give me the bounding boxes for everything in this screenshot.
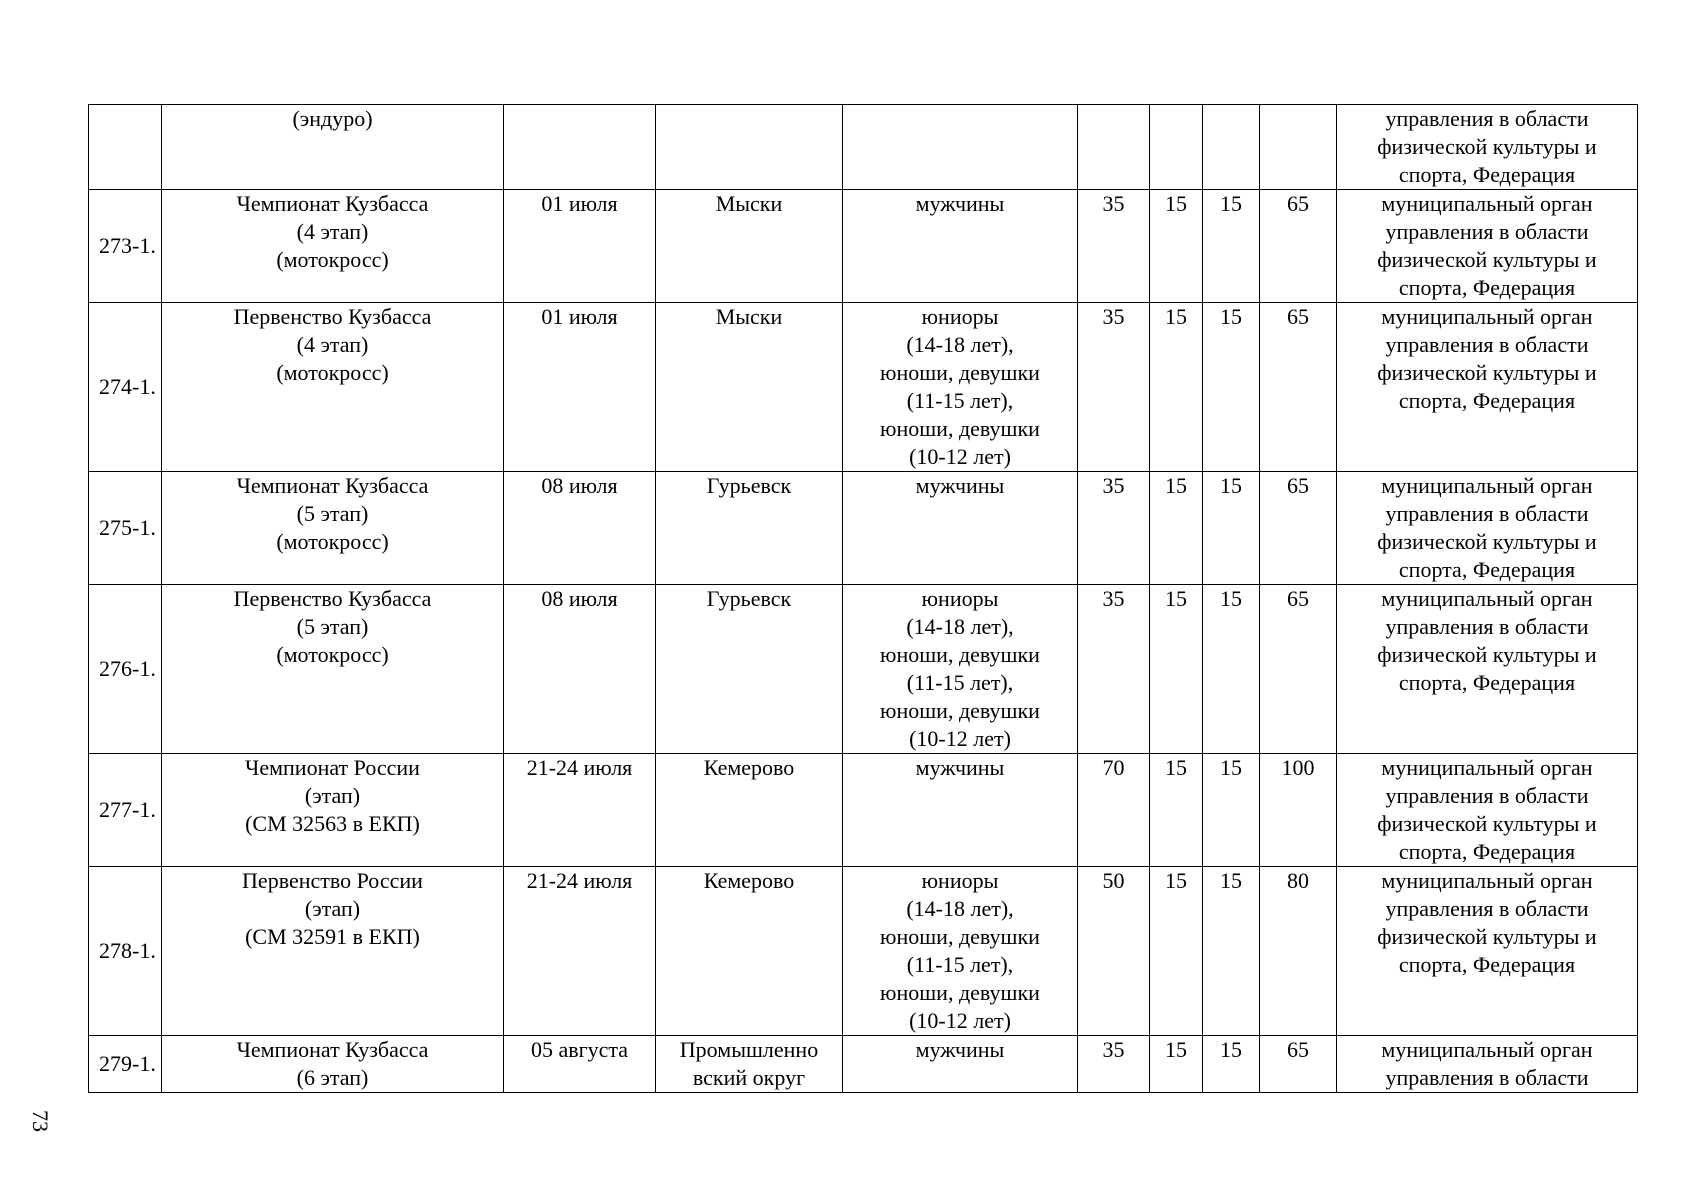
event-name-cell (162, 190, 504, 303)
organizer-line: физической культуры и (1377, 247, 1597, 272)
event-date-line: 01 июля (541, 304, 618, 329)
event-name-line: Чемпионат Кузбасса (236, 473, 429, 498)
organizer-line: муниципальный орган (1381, 868, 1593, 893)
row-number: 273-1. (99, 233, 156, 258)
organizer-line: физической культуры и (1377, 529, 1597, 554)
event-date-line: 01 июля (541, 191, 618, 216)
organizer-line: управления в области (1385, 896, 1589, 921)
participant-group-line: мужчины (915, 1037, 1005, 1062)
count-total-cell (1260, 867, 1337, 1036)
event-place-cell (656, 867, 843, 1036)
row-number-cell (89, 190, 162, 303)
participant-group-line: (10-12 лет) (909, 726, 1011, 751)
event-place-cell (656, 303, 843, 472)
event-name-line: Чемпионат России (245, 755, 420, 780)
count-col-3-cell (1203, 1036, 1260, 1093)
event-date-cell (504, 754, 656, 867)
event-date-line: 08 июля (541, 473, 618, 498)
row-number-cell (89, 105, 162, 190)
event-name-cell (162, 472, 504, 585)
event-place-cell (656, 190, 843, 303)
count-col-1: 70 (1102, 755, 1125, 780)
organizer-cell (1337, 754, 1638, 867)
event-place-cell (656, 472, 843, 585)
event-date-cell (504, 190, 656, 303)
count-col-1-cell (1078, 190, 1150, 303)
participant-group-cell (843, 867, 1078, 1036)
participant-group-line: юноши, девушки (880, 924, 1040, 949)
count-total: 65 (1287, 191, 1309, 216)
organizer-line: муниципальный орган (1381, 586, 1593, 611)
count-col-1-cell (1078, 472, 1150, 585)
organizer-line: управления в области (1385, 614, 1589, 639)
count-col-3: 15 (1220, 586, 1242, 611)
count-col-2-cell (1150, 754, 1203, 867)
count-col-1-cell (1078, 867, 1150, 1036)
participant-group-line: мужчины (915, 191, 1005, 216)
event-place-cell (656, 585, 843, 754)
event-date-line: 05 августа (530, 1037, 629, 1062)
participant-group-line: юноши, девушки (880, 642, 1040, 667)
count-total: 65 (1287, 586, 1309, 611)
count-col-2: 15 (1165, 304, 1187, 329)
event-date-line: 08 июля (541, 586, 618, 611)
participant-group-line: юноши, девушки (880, 360, 1040, 385)
table-row (89, 303, 1638, 472)
event-place-line: Мыски (715, 191, 783, 216)
table-row (89, 472, 1638, 585)
count-total: 80 (1287, 868, 1309, 893)
organizer-line: муниципальный орган (1381, 1037, 1593, 1062)
event-name-cell (162, 105, 504, 190)
count-col-1: 50 (1102, 868, 1125, 893)
organizer-line: муниципальный орган (1381, 191, 1593, 216)
count-col-1: 35 (1102, 473, 1125, 498)
organizer-line: управления в области (1385, 106, 1589, 131)
row-number: 277-1. (99, 797, 156, 822)
count-total-cell (1260, 472, 1337, 585)
count-total: 65 (1287, 304, 1309, 329)
count-col-3: 15 (1220, 304, 1242, 329)
count-col-2: 15 (1165, 1037, 1187, 1062)
participant-group-line: (11-15 лет), (906, 670, 1014, 695)
event-place-line: Гурьевск (706, 586, 792, 611)
organizer-line: муниципальный орган (1381, 304, 1593, 329)
participant-group-line: (14-18 лет), (906, 332, 1014, 357)
organizer-cell (1337, 472, 1638, 585)
participant-group-line: (14-18 лет), (906, 614, 1014, 639)
participant-group-cell (843, 754, 1078, 867)
count-col-3-cell (1203, 303, 1260, 472)
count-col-1: 35 (1102, 586, 1125, 611)
event-name-cell (162, 754, 504, 867)
event-date-cell (504, 585, 656, 754)
table-row (89, 754, 1638, 867)
count-col-3-cell (1203, 867, 1260, 1036)
competition-schedule-table (88, 104, 1638, 1093)
event-name-line: Первенство России (242, 868, 423, 893)
count-col-3-cell (1203, 190, 1260, 303)
event-name-line: (4 этап) (296, 332, 369, 357)
count-col-3: 15 (1220, 191, 1242, 216)
organizer-line: физической культуры и (1377, 360, 1597, 385)
event-date-line: 21-24 июля (526, 755, 633, 780)
organizer-line: спорта, Федерация (1398, 839, 1576, 864)
count-col-3: 15 (1220, 1037, 1242, 1062)
participant-group-line: (10-12 лет) (909, 444, 1011, 469)
event-name-line: (этап) (304, 896, 361, 921)
organizer-line: управления в области (1385, 783, 1589, 808)
count-col-1-cell (1078, 303, 1150, 472)
participant-group-line: юниоры (921, 868, 999, 893)
participant-group-line: юноши, девушки (880, 980, 1040, 1005)
count-col-2-cell (1150, 585, 1203, 754)
count-col-2-cell (1150, 190, 1203, 303)
event-name-line: Чемпионат Кузбасса (236, 191, 429, 216)
participant-group-line: (11-15 лет), (906, 952, 1014, 977)
event-place-line: Кемерово (703, 868, 795, 893)
table-row (89, 867, 1638, 1036)
participant-group-line: юниоры (921, 304, 999, 329)
event-place-cell (656, 754, 843, 867)
participant-group-line: мужчины (915, 473, 1005, 498)
count-total-cell (1260, 754, 1337, 867)
event-name-line: (мотокросс) (276, 642, 389, 667)
count-col-3: 15 (1220, 868, 1242, 893)
count-col-2: 15 (1165, 868, 1187, 893)
event-date-cell (504, 105, 656, 190)
organizer-line: муниципальный орган (1381, 755, 1593, 780)
page-number: 73 (28, 1110, 53, 1132)
count-col-3-cell (1203, 105, 1260, 190)
event-name-cell (162, 867, 504, 1036)
organizer-line: спорта, Федерация (1398, 275, 1576, 300)
row-number: 275-1. (99, 515, 156, 540)
event-place-line: Гурьевск (706, 473, 792, 498)
event-name-line: (6 этап) (296, 1065, 369, 1090)
event-place-line: Мыски (715, 304, 783, 329)
organizer-line: спорта, Федерация (1398, 670, 1576, 695)
organizer-line: физической культуры и (1377, 924, 1597, 949)
table-row (89, 190, 1638, 303)
count-total-cell (1260, 105, 1337, 190)
organizer-line: физической культуры и (1377, 134, 1597, 159)
count-total-cell (1260, 303, 1337, 472)
participant-group-cell (843, 303, 1078, 472)
count-col-1: 35 (1102, 191, 1125, 216)
organizer-cell (1337, 1036, 1638, 1093)
event-place-line: Промышленно (679, 1037, 819, 1062)
organizer-cell (1337, 585, 1638, 754)
organizer-cell (1337, 105, 1638, 190)
participant-group-cell (843, 105, 1078, 190)
organizer-line: спорта, Федерация (1398, 162, 1576, 187)
event-place-cell (656, 1036, 843, 1093)
count-col-2-cell (1150, 303, 1203, 472)
event-date-cell (504, 303, 656, 472)
event-name-cell (162, 303, 504, 472)
organizer-line: управления в области (1385, 501, 1589, 526)
organizer-line: муниципальный орган (1381, 473, 1593, 498)
organizer-cell (1337, 190, 1638, 303)
row-number-cell (89, 1036, 162, 1093)
event-name-cell (162, 1036, 504, 1093)
row-number: 276-1. (99, 656, 156, 681)
count-col-2-cell (1150, 1036, 1203, 1093)
count-col-3-cell (1203, 754, 1260, 867)
count-total-cell (1260, 585, 1337, 754)
event-name-line: (СМ 32563 в ЕКП) (245, 811, 420, 836)
event-name-line: (этап) (304, 783, 361, 808)
count-col-1: 35 (1102, 304, 1125, 329)
participant-group-line: юноши, девушки (880, 698, 1040, 723)
event-name-line: (эндуро) (292, 106, 373, 131)
count-col-2: 15 (1165, 586, 1187, 611)
organizer-line: спорта, Федерация (1398, 557, 1576, 582)
count-col-3: 15 (1220, 755, 1242, 780)
organizer-line: управления в области (1385, 332, 1589, 357)
organizer-line: спорта, Федерация (1398, 952, 1576, 977)
count-col-1: 35 (1102, 1037, 1125, 1062)
event-place-cell (656, 105, 843, 190)
event-name-line: Чемпионат Кузбасса (236, 1037, 429, 1062)
participant-group-cell (843, 1036, 1078, 1093)
event-date-cell (504, 1036, 656, 1093)
row-number-cell (89, 585, 162, 754)
count-total-cell (1260, 1036, 1337, 1093)
participant-group-line: (10-12 лет) (909, 1008, 1011, 1033)
event-place-line: Кемерово (703, 755, 795, 780)
event-date-line: 21-24 июля (526, 868, 633, 893)
count-total: 65 (1287, 473, 1309, 498)
participant-group-cell (843, 585, 1078, 754)
participant-group-line: юноши, девушки (880, 416, 1040, 441)
event-name-line: (мотокросс) (276, 360, 389, 385)
participant-group-cell (843, 472, 1078, 585)
count-col-3-cell (1203, 472, 1260, 585)
table-body (89, 105, 1638, 1093)
organizer-line: управления в области (1385, 1065, 1589, 1090)
event-date-cell (504, 472, 656, 585)
participant-group-line: (14-18 лет), (906, 896, 1014, 921)
count-col-3-cell (1203, 585, 1260, 754)
table-row (89, 1036, 1638, 1093)
event-name-line: (СМ 32591 в ЕКП) (245, 924, 420, 949)
event-name-line: Первенство Кузбасса (233, 304, 432, 329)
count-col-1-cell (1078, 585, 1150, 754)
participant-group-line: мужчины (915, 755, 1005, 780)
count-col-2: 15 (1165, 755, 1187, 780)
row-number-cell (89, 754, 162, 867)
event-name-line: Первенство Кузбасса (233, 586, 432, 611)
count-col-2: 15 (1165, 473, 1187, 498)
row-number-cell (89, 867, 162, 1036)
count-total: 65 (1287, 1037, 1309, 1062)
row-number: 274-1. (99, 374, 156, 399)
organizer-line: физической культуры и (1377, 642, 1597, 667)
participant-group-cell (843, 190, 1078, 303)
count-col-1-cell (1078, 754, 1150, 867)
count-col-1-cell (1078, 105, 1150, 190)
row-number-cell (89, 472, 162, 585)
participant-group-line: (11-15 лет), (906, 388, 1014, 413)
count-col-2-cell (1150, 472, 1203, 585)
participant-group-line: юниоры (921, 586, 999, 611)
count-col-3: 15 (1220, 473, 1242, 498)
organizer-line: управления в области (1385, 219, 1589, 244)
organizer-cell (1337, 303, 1638, 472)
count-total-cell (1260, 190, 1337, 303)
organizer-line: физической культуры и (1377, 811, 1597, 836)
event-name-line: (мотокросс) (276, 247, 389, 272)
event-name-cell (162, 585, 504, 754)
count-col-2-cell (1150, 105, 1203, 190)
table-row (89, 105, 1638, 190)
table-row (89, 585, 1638, 754)
event-name-line: (5 этап) (296, 501, 369, 526)
count-col-1-cell (1078, 1036, 1150, 1093)
row-number: 278-1. (99, 938, 156, 963)
event-name-line: (мотокросс) (276, 529, 389, 554)
organizer-cell (1337, 867, 1638, 1036)
event-date-cell (504, 867, 656, 1036)
count-col-2: 15 (1165, 191, 1187, 216)
organizer-line: спорта, Федерация (1398, 388, 1576, 413)
count-total: 100 (1281, 755, 1315, 780)
event-place-line: вский округ (692, 1065, 806, 1090)
count-col-2-cell (1150, 867, 1203, 1036)
row-number: 279-1. (99, 1051, 156, 1076)
event-name-line: (5 этап) (296, 614, 369, 639)
event-name-line: (4 этап) (296, 219, 369, 244)
row-number-cell (89, 303, 162, 472)
